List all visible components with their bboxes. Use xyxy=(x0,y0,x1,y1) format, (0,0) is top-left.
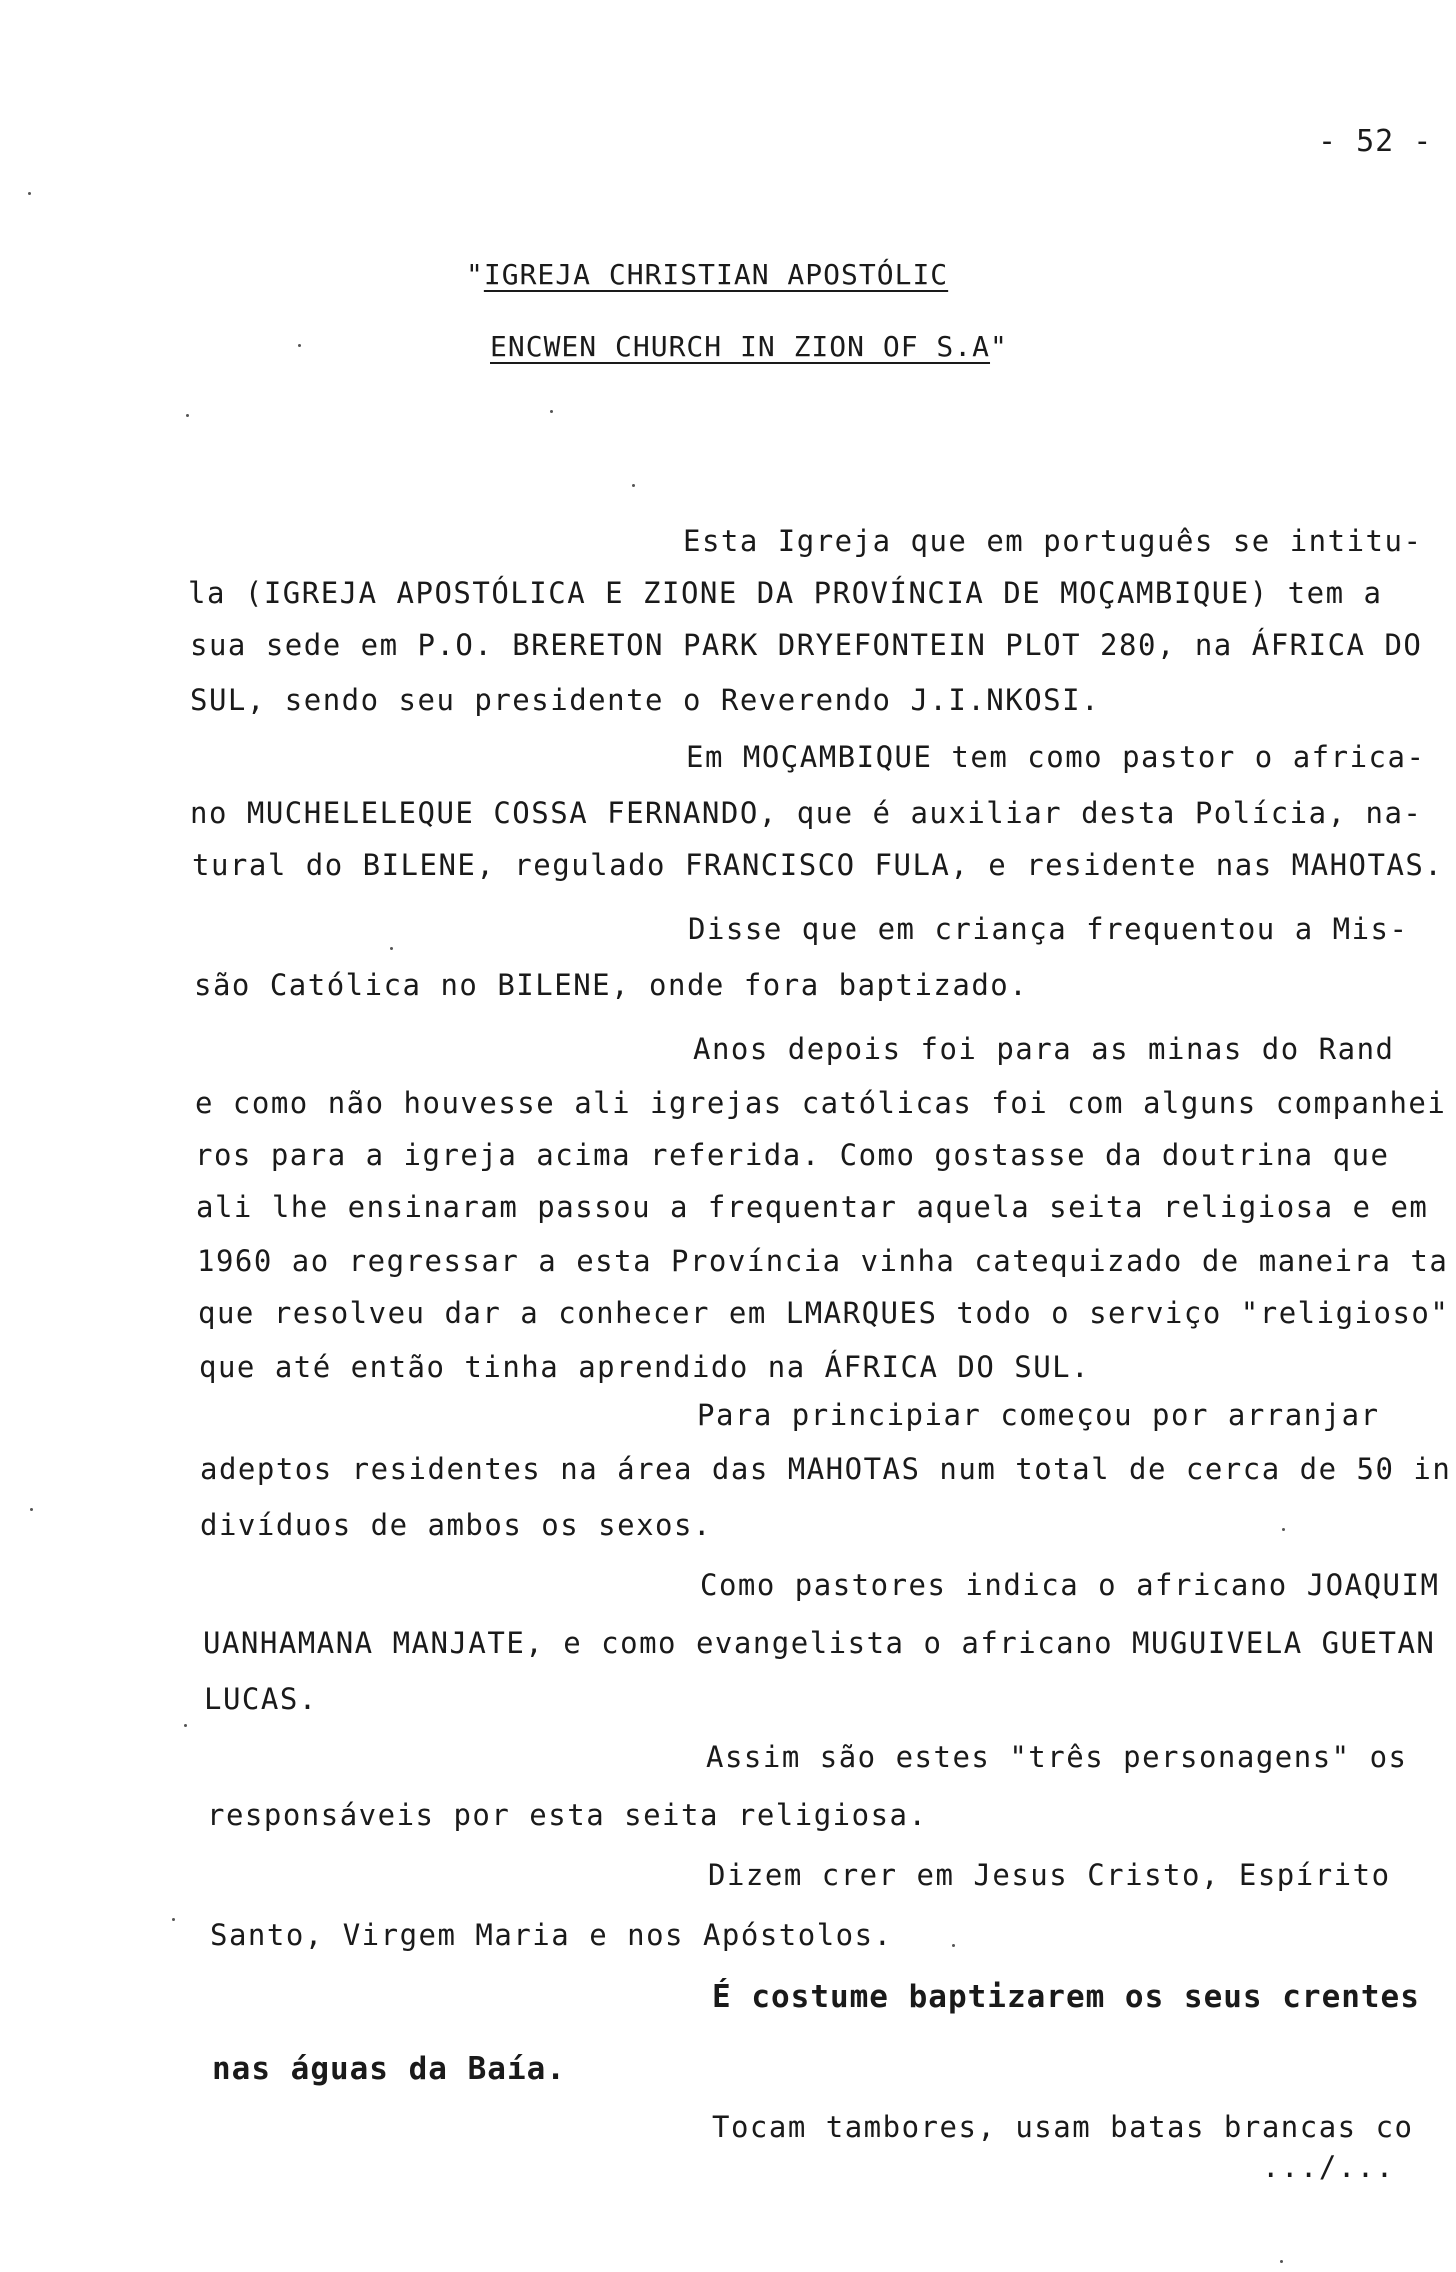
text-line: Para principiar começou por arranjar xyxy=(697,1398,1380,1432)
text-line: Tocam tambores, usam batas brancas co xyxy=(712,2110,1414,2144)
scan-speck xyxy=(172,1918,175,1921)
scan-speck xyxy=(184,1724,187,1727)
scan-speck xyxy=(550,410,553,413)
text-line: UANHAMANA MANJATE, e como evangelista o africano MUGUIVELA GUETAN xyxy=(203,1626,1436,1660)
text-line: LUCAS. xyxy=(204,1682,318,1716)
text-line: que até então tinha aprendido na ÁFRICA DO SUL. xyxy=(199,1350,1091,1384)
text-line: ali lhe ensinaram passou a frequentar aquela seita religiosa e em xyxy=(196,1190,1429,1224)
text-line: la (IGREJA APOSTÓLICA E ZIONE DA PROVÍNCIA DE MOÇAMBIQUE) tem a xyxy=(188,576,1383,610)
text-line: SUL, sendo seu presidente o Reverendo J.I.NKOSI. xyxy=(190,683,1101,717)
scan-speck xyxy=(952,1944,955,1947)
title-close-quote: " xyxy=(990,330,1008,363)
text-line: sua sede em P.O. BRERETON PARK DRYEFONTEIN PLOT 280, na ÁFRICA DO xyxy=(190,628,1423,662)
text-line: adeptos residentes na área das MAHOTAS num total de cerca de 50 in xyxy=(200,1452,1452,1486)
text-line: 1960 ao regressar a esta Província vinha catequizado de maneira ta xyxy=(197,1244,1449,1278)
text-line: Como pastores indica o africano JOAQUIM xyxy=(700,1568,1440,1602)
text-line: tural do BILENE, regulado FRANCISCO FULA, e residente nas MAHOTAS. xyxy=(192,848,1444,882)
bold-text-line: nas águas da Baía. xyxy=(212,2051,566,2087)
title-text-2: ENCWEN CHURCH IN ZION OF S.A xyxy=(490,330,991,363)
page-number: - 52 - xyxy=(1318,124,1433,159)
text-line: ros para a igreja acima referida. Como gostasse da doutrina que xyxy=(195,1138,1390,1172)
scan-speck xyxy=(186,414,189,417)
scan-speck xyxy=(30,1508,33,1511)
text-line: Santo, Virgem Maria e nos Apóstolos. xyxy=(210,1918,893,1952)
title-text-1: IGREJA CHRISTIAN APOSTÓLIC xyxy=(483,258,949,291)
text-line: no MUCHELELEQUE COSSA FERNANDO, que é auxiliar desta Polícia, na- xyxy=(190,796,1423,830)
text-line: Disse que em criança frequentou a Mis- xyxy=(688,912,1409,946)
scan-speck xyxy=(1282,1528,1285,1531)
scan-speck xyxy=(298,344,301,347)
title-open-quote: " xyxy=(466,258,484,291)
title-line-2 xyxy=(490,330,1008,363)
bold-text-line: É costume baptizarem os seus crentes xyxy=(712,1979,1420,2015)
text-line: que resolveu dar a conhecer em LMARQUES todo o serviço "religioso" xyxy=(198,1296,1450,1330)
scan-speck xyxy=(390,947,393,950)
scan-speck xyxy=(1280,2260,1283,2263)
scan-speck xyxy=(632,484,635,487)
text-line: divíduos de ambos os sexos. xyxy=(200,1508,712,1542)
text-line: e como não houvesse ali igrejas católicas foi com alguns companhei xyxy=(195,1086,1447,1120)
text-line: responsáveis por esta seita religiosa. xyxy=(207,1798,928,1832)
text-line: Em MOÇAMBIQUE tem como pastor o africa- xyxy=(686,740,1426,774)
text-line: Assim são estes "três personagens" os xyxy=(706,1740,1408,1774)
continuation-mark: .../... xyxy=(1262,2150,1395,2184)
scan-speck xyxy=(28,192,31,195)
text-line: Dizem crer em Jesus Cristo, Espírito xyxy=(708,1858,1391,1892)
text-line: são Católica no BILENE, onde fora baptizado. xyxy=(194,968,1029,1002)
title-line-1 xyxy=(466,258,948,291)
text-line: Esta Igreja que em português se intitu- xyxy=(683,524,1423,558)
text-line: Anos depois foi para as minas do Rand xyxy=(693,1032,1395,1066)
